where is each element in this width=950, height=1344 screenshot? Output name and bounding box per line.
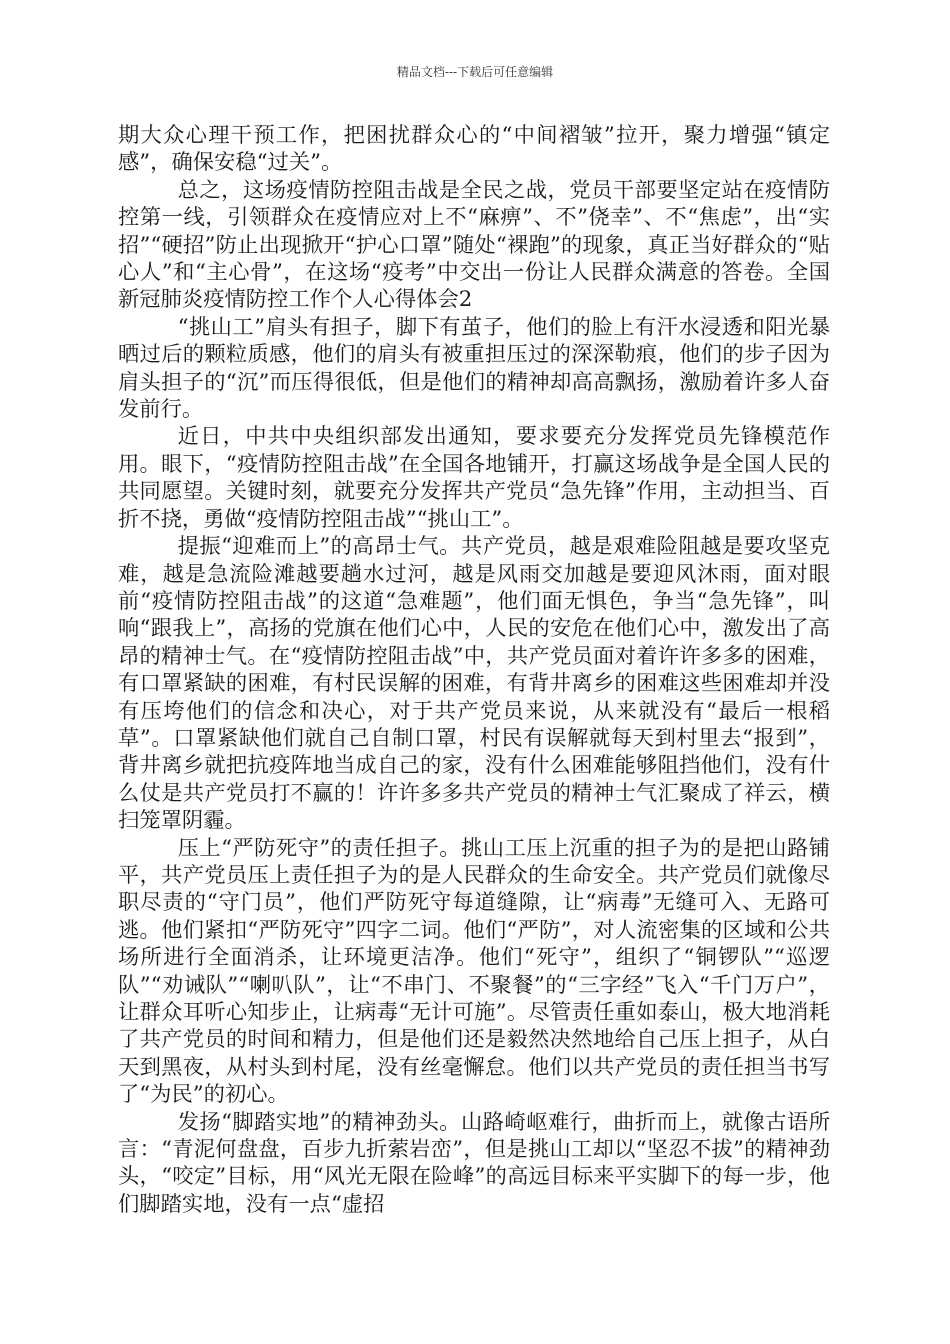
paragraph: 压上“严防死守”的责任担子。挑山工压上沉重的担子为的是把山路铺平，共产党员压上责任担子为的是人民群众的生命安全。共产党员们就像尽职尽责的“守门员”，他们严防死守每道缝隙，让“病毒”无缝可入、无路可逃。他们紧扣“严防死守”四字二词。他们“严防”，对人流密集的区域和公共场所进行全面消杀，让环境更洁净。他们“死守”，组织了“铜锣队”“巡逻队”“劝诫队”“喇叭队”，让“不串门、不聚餐”的“三字经”飞入“千门万户”，让群众耳听心知步止，让病毒“无计可施”。尽管责任重如泰山，极大地消耗了共产党员的时间和精力，但是他们还是毅然决然地给自己压上担子，从白天到黑夜，从村头到村尾，没有丝毫懈怠。他们以共产党员的责任担当书写了“为民”的初心。 [118,835,830,1108]
paragraph: 期大众心理干预工作，把困扰群众心的“中间褶皱”拉开，聚力增强“镇定感”，确保安稳“过关”。 [118,123,830,176]
paragraph: 近日，中共中央组织部发出通知，要求要充分发挥党员先锋模范作用。眼下，“疫情防控阻击战”在全国各地铺开，打赢这场战争是全国人民的共同愿望。关键时刻，就要充分发挥共产党员“急先锋”作用，主动担当、百折不挠，勇做“疫情防控阻击战”“挑山工”。 [118,424,830,532]
paragraph: 总之，这场疫情防控阻击战是全民之战，党员干部要坚定站在疫情防控第一线，引领群众在疫情应对上不“麻痹”、不”侥幸”、不“焦虑”，出“实招”“硬招”防止出现掀开“护心口罩”随处“裸跑”的现象，真正当好群众的“贴心人”和“主心骨”，在这场“疫考”中交出一份让人民群众满意的答卷。全国新冠肺炎疫情防控工作个人心得体会2 [118,177,830,313]
paragraph: 提振“迎难而上”的高昂士气。共产党员，越是艰难险阻越是要攻坚克难，越是急流险滩越要趟水过河，越是风雨交加越是要迎风沐雨，面对眼前“疫情防控阻击战”的这道“急难题”，他们面无惧色，争当“急先锋”，叫响“跟我上”，高扬的党旗在他们心中，人民的安危在他们心中，激发出了高昂的精神士气。在“疫情防控阻击战”中，共产党员面对着许许多多的困难，有口罩紧缺的困难，有村民误解的困难，有背井离乡的困难这些困难却并没有压垮他们的信念和决心，对于共产党员来说，从来就没有“最后一根稻草”。口罩紧缺他们就自己自制口罩，村民有误解就每天到村里去“报到”，背井离乡就把抗疫阵地当成自己的家，没有什么困难能够阻挡他们，没有什么仗是共产党员打不赢的！许许多多共产党员的精神士气汇聚成了祥云，横扫笼罩阴霾。 [118,534,830,834]
paragraph: “挑山工”肩头有担子，脚下有茧子，他们的脸上有汗水浸透和阳光暴晒过后的颗粒质感，他们的肩头有被重担压过的深深勒痕，他们的步子因为肩头担子的“沉”而压得很低，但是他们的精神却高高飘扬，激励着许多人奋发前行。 [118,314,830,423]
page-header: 精品文档---下载后可任意编辑 [396,65,554,79]
document-body [118,122,830,1218]
paragraph: 发扬“脚踏实地”的精神劲头。山路崎岖难行，曲折而上，就像古语所言：“青泥何盘盘，百步九折萦岩峦”，但是挑山工却以“坚忍不拔”的精神劲头，“咬定”目标，用“风光无限在险峰”的高远目标来平实脚下的每一步，他们脚踏实地，没有一点“虚招 [118,1109,830,1217]
